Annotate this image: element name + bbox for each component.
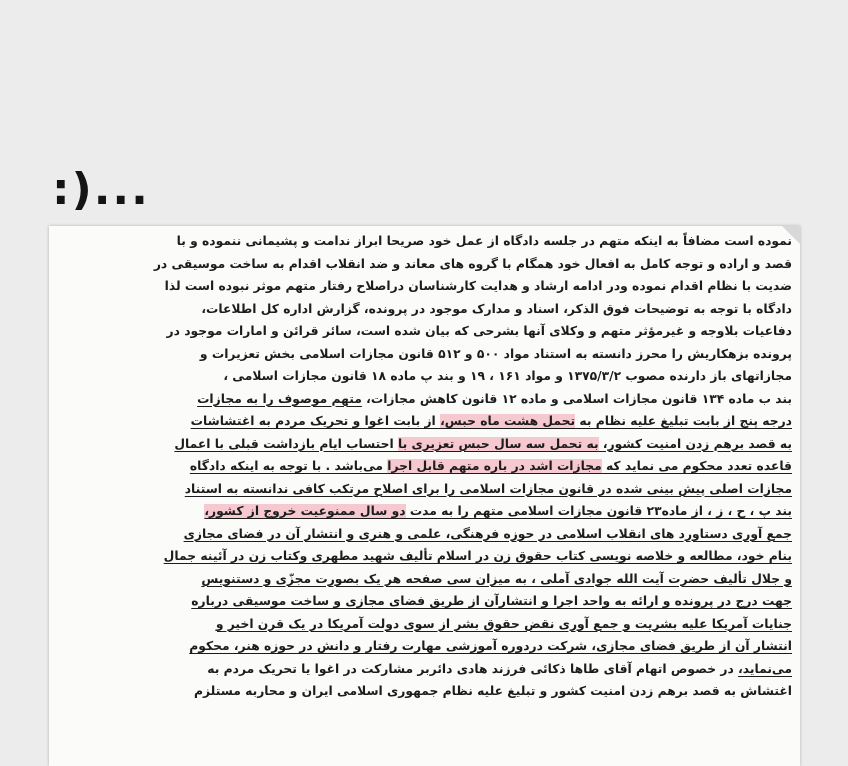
caption-text: :)... bbox=[52, 164, 150, 215]
highlighted-text: به تحمل سه سال حبس تعزیری با bbox=[397, 436, 599, 451]
document-line bbox=[57, 500, 792, 523]
text-segment: دادگاه با توجه به توضیحات فوق الذکر، اسناد و مدارک موجود در پرونده، گزارش اداره کل اطلاعات، bbox=[201, 301, 792, 316]
text-segment: نموده است مضافاً به اینکه متهم در جلسه دادگاه از عمل خود صریحا ابراز ندامت و پشیمانی ننموده و با bbox=[176, 234, 792, 248]
document-line bbox=[57, 545, 792, 568]
underlined-text: جمع آوری دستاورد های انقلاب اسلامی در حوزه فرهنگی، علمی و هنری و انتشار آن در فضای مجازی bbox=[183, 526, 792, 541]
underlined-text: و جلال تألیف حضرت آیت الله جوادی آملی ، به میزان سی صفحه هر یک بصورت مجزّی و دستنویس bbox=[201, 571, 792, 586]
document-line bbox=[57, 523, 792, 546]
document-image bbox=[49, 226, 800, 766]
highlighted-text: دو سال ممنوعیت خروج از کشور، bbox=[204, 504, 406, 518]
text-segment: دفاعیات بلاوجه و غیرمؤثر متهم و وکلای آنها بشرحی که بیان شده است، سائر قرائن و امارات موجود در bbox=[166, 324, 792, 338]
underlined-text: مجازات اصلی پیش بینی شده در قانون مجازات اسلامی را برای اصلاح مرتکب کافی ندانسته به استناد bbox=[184, 481, 792, 496]
highlighted-text: مجازات اشد در باره متهم قابل اجرا bbox=[387, 459, 602, 473]
document-line bbox=[57, 298, 792, 321]
underlined-text: قاعده تعدد محکوم می نماید که bbox=[601, 459, 792, 473]
document-line bbox=[57, 253, 792, 276]
underlined-text: بنام خود، مطالعه و خلاصه نویسی کتاب حقوق زن در اسلام تألیف شهید مطهری وکتاب زن در آئینه جمال bbox=[163, 549, 792, 563]
document-line bbox=[57, 455, 792, 478]
text-segment: در خصوص اتهام آقای طاها ذکائی فرزند هادی دائربر مشارکت در اغوا یا تحریک مردم به bbox=[207, 661, 739, 676]
document-line bbox=[57, 433, 792, 456]
document-line bbox=[57, 320, 792, 343]
text-segment: مجازاتهای باز دارنده مصوب ۱۳۷۵/۳/۲ و مواد ۱۶۱ ، ۱۹ و بند پ ماده ۱۸ قانون مجازات اسلامی ، bbox=[223, 369, 792, 383]
highlighted-text: تحمل هشت ماه حبس، bbox=[440, 414, 576, 428]
underlined-text: انتشار آن از طریق فضای مجازی، شرکت دردوره آموزشی مهارت رفتار و دانش در حوزه هنر، محکوم bbox=[189, 639, 792, 653]
document-line bbox=[57, 613, 792, 636]
text-segment: بند ب ماده ۱۳۴ قانون مجازات اسلامی و ماده ۱۲ قانون کاهش مجازات، bbox=[361, 391, 792, 406]
document-line bbox=[57, 388, 792, 411]
underlined-text: احتساب ایام بازداشت قبلی با اعمال bbox=[174, 436, 398, 451]
document-line bbox=[57, 568, 792, 591]
text-segment: ضدیت با نظام اقدام نموده ودر ادامه ارشاد و هدایت کارشناسان دراصلاح رفتار متهم موثر نبوده است لذا bbox=[164, 279, 792, 293]
document-line bbox=[57, 658, 792, 681]
document-line bbox=[57, 275, 792, 298]
underlined-text: بند پ ، ح ، ز ، از ماده۲۳ قانون مجازات اسلامی متهم را به مدت bbox=[405, 504, 792, 518]
underlined-text: جهت درج در پرونده و ارائه به واحد اجرا و انتشارآن از طریق فضای مجازی و ساخت موسیقی درباره bbox=[191, 594, 792, 608]
document-line bbox=[57, 680, 792, 703]
document-line bbox=[57, 590, 792, 613]
text-segment: اغتشاش به قصد برهم زدن امنیت کشور و تبلیغ علیه نظام جمهوری اسلامی ایران و محاربه مستلزم bbox=[194, 684, 792, 698]
underlined-text: به قصد برهم زدن امنیت کشور، bbox=[598, 436, 792, 451]
document-body bbox=[57, 230, 792, 703]
document-line bbox=[57, 365, 792, 388]
underlined-text: می‌باشد . با توجه به اینکه دادگاه bbox=[189, 459, 388, 473]
document-line bbox=[57, 230, 792, 253]
underlined-text: متهم موصوف را به مجازات bbox=[197, 391, 362, 406]
document-line bbox=[57, 478, 792, 501]
text-segment: قصد و اراده و توجه کامل به افعال خود همگام با گروه های معاند و ضد انقلاب اقدام به ساخت موسیقی در bbox=[153, 256, 792, 271]
document-line bbox=[57, 343, 792, 366]
document-line bbox=[57, 410, 792, 433]
underlined-text: از بابت اغوا و تحریک مردم به اغتشاشات bbox=[190, 414, 441, 428]
underlined-text: می‌نماید، bbox=[738, 661, 792, 676]
text-segment: پرونده بزهکاریش را محرز دانسته به استناد مواد ۵۰۰ و ۵۱۲ قانون مجازات اسلامی بخش تعزیرات و bbox=[199, 346, 792, 361]
underlined-text: جنایات آمریکا علیه بشریت و جمع آوری نقض حقوق بشر از سوی دولت آمریکا در یک قرن اخیر و bbox=[215, 616, 792, 631]
underlined-text: درجه پنج از بابت تبلیغ علیه نظام به bbox=[575, 414, 792, 428]
document-line bbox=[57, 635, 792, 658]
